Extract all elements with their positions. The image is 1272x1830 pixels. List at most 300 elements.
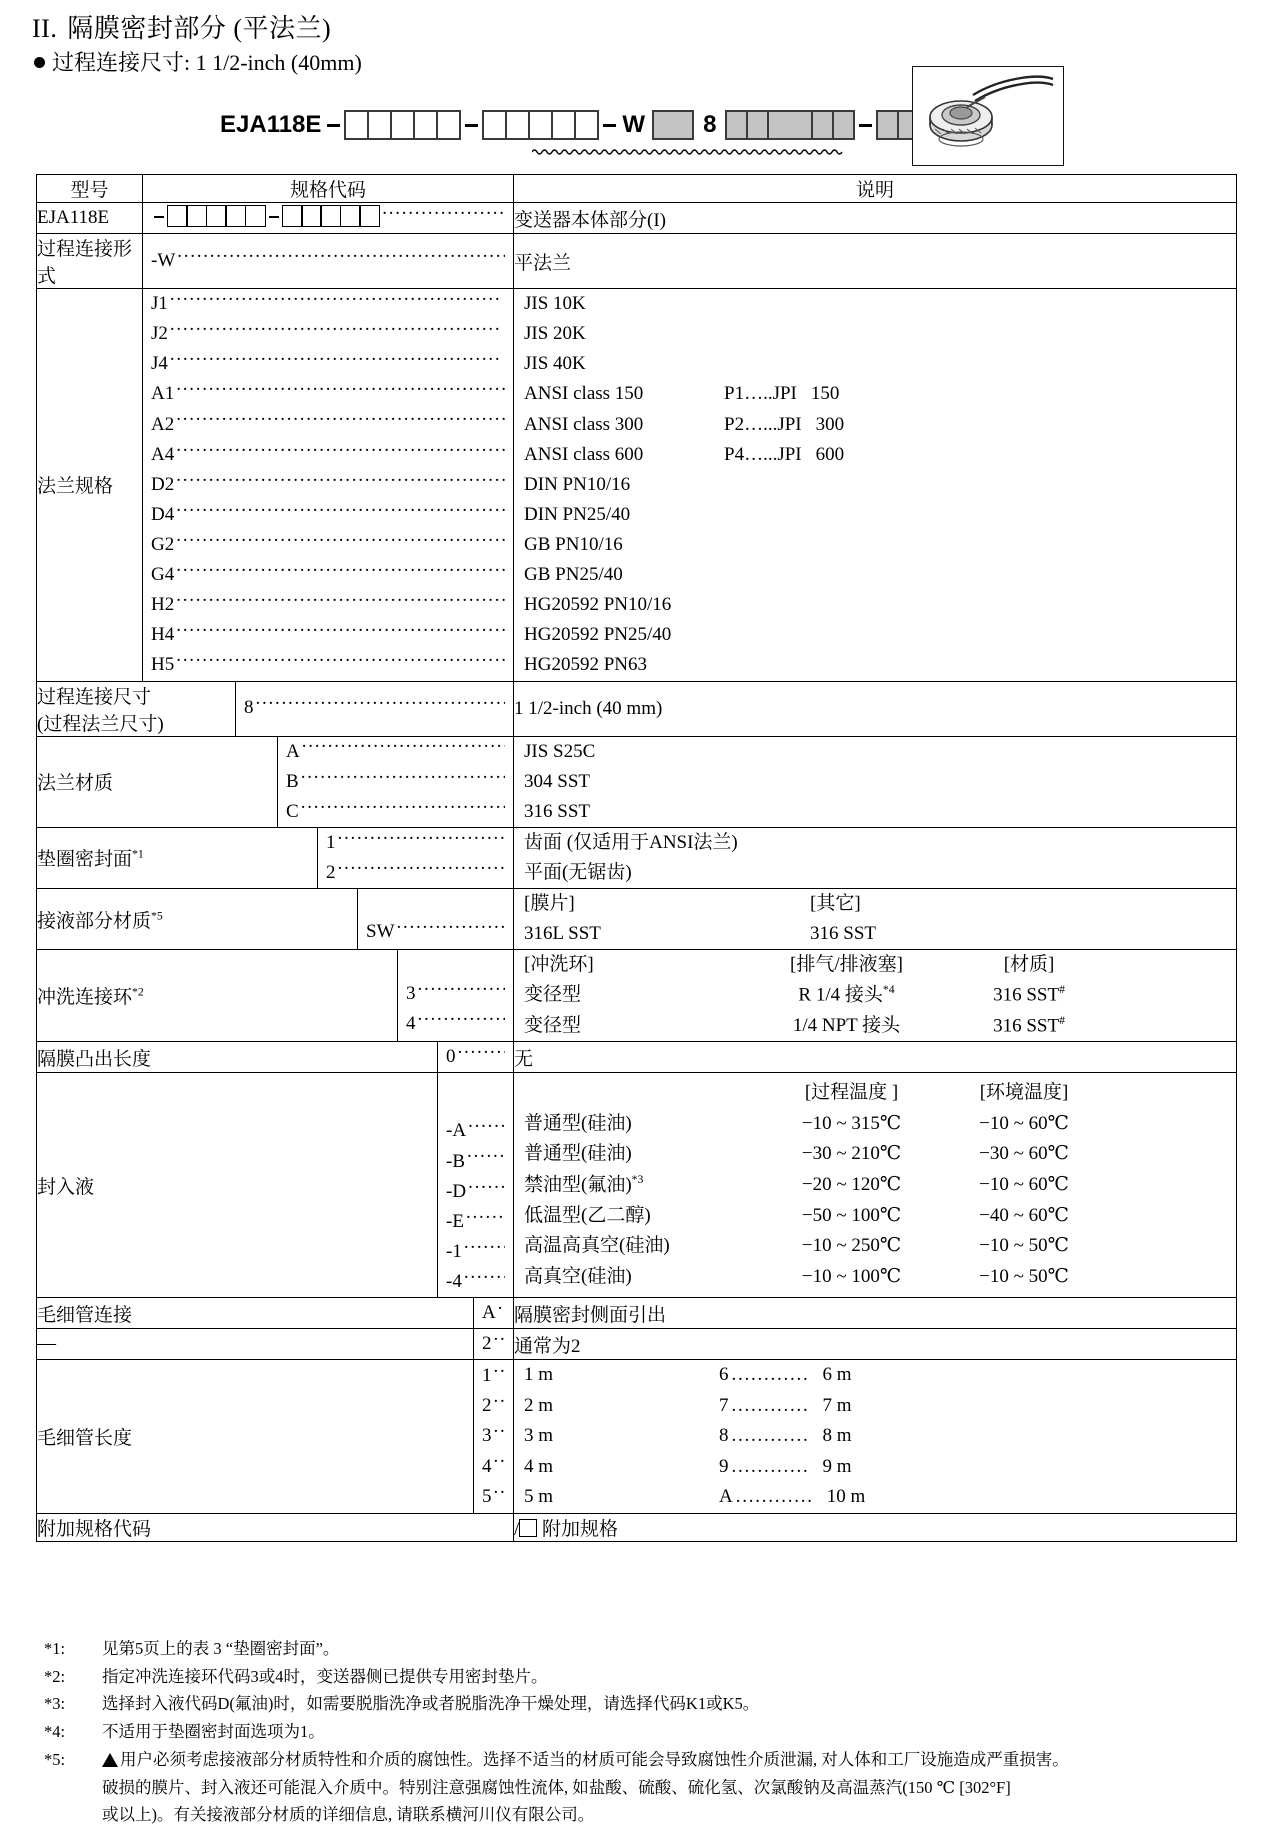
code-value: 3 bbox=[482, 1425, 492, 1447]
header-model: 型号 bbox=[37, 175, 143, 203]
leader-dots: . . . . . . . . . . . . bbox=[735, 1486, 811, 1508]
flush-header-b: [排气/排液塞] bbox=[790, 954, 903, 976]
row-label-connection-size bbox=[37, 681, 236, 736]
leader-dots bbox=[494, 1362, 506, 1381]
row-label-capillary-length: 毛细管长度 bbox=[37, 1360, 474, 1514]
footnote bbox=[44, 1775, 1234, 1802]
code-value: J2 bbox=[151, 323, 168, 345]
fill-ambient-temp: −10 ~ 50℃ bbox=[979, 1235, 1069, 1257]
row-desc-capillary-connection: 隔膜密封侧面引出 bbox=[514, 1298, 1237, 1329]
table-row-capillary-connection bbox=[37, 1298, 1237, 1329]
table-row-fill-fluid bbox=[37, 1073, 1237, 1298]
caplen-code2: 8 bbox=[719, 1425, 729, 1447]
wetted-material-note: *5 bbox=[151, 909, 163, 923]
row-label-diaphragm-extension: 隔膜凸出长度 bbox=[37, 1042, 438, 1073]
caplen-desc2: 10 m bbox=[826, 1486, 866, 1508]
footnotes bbox=[44, 1636, 1234, 1830]
leader-dots: . . . . . . . . . . . . bbox=[731, 1455, 807, 1477]
fill-desc bbox=[524, 1171, 759, 1200]
model-code-size-digit: 8 bbox=[703, 111, 717, 138]
code-value: 3 bbox=[406, 983, 416, 1005]
footnote-text: 指定冲洗连接环代码3或4时，变送器侧已提供专用密封垫片。 bbox=[102, 1666, 548, 1686]
leader-dots bbox=[176, 561, 505, 580]
code-box bbox=[167, 205, 188, 227]
footnote-key bbox=[44, 1775, 102, 1802]
leader-dots bbox=[176, 471, 505, 490]
table-row-process-connection-type bbox=[37, 234, 1237, 289]
code-box-filled bbox=[811, 110, 834, 140]
footnote-key: *5: bbox=[44, 1749, 66, 1769]
optional-prefix: / bbox=[514, 1518, 520, 1540]
code-box bbox=[390, 110, 415, 140]
code-box bbox=[225, 205, 246, 227]
leader-dots bbox=[467, 1148, 505, 1167]
row-desc-wetted-material bbox=[514, 889, 1237, 950]
footnote bbox=[44, 1802, 1234, 1829]
fill-process-temp: −50 ~ 100℃ bbox=[801, 1204, 902, 1226]
leader-dots bbox=[338, 829, 506, 848]
dash-separator-icon bbox=[465, 124, 478, 127]
code-value: D4 bbox=[151, 503, 175, 525]
row-label-dash: — bbox=[37, 1329, 474, 1360]
dash-separator-icon bbox=[603, 124, 616, 127]
code-value: B bbox=[286, 770, 299, 792]
code-box bbox=[413, 110, 438, 140]
footnote bbox=[44, 1664, 1234, 1691]
row-code-fill-fluid bbox=[438, 1073, 514, 1298]
leader-dots bbox=[468, 1178, 505, 1197]
code-group-2 bbox=[482, 110, 599, 140]
fill-header-ambient: [环境温度] bbox=[979, 1082, 1069, 1104]
dash-icon bbox=[269, 216, 279, 218]
footnote-key: *3: bbox=[44, 1694, 66, 1714]
fill-ambient-temp: −30 ~ 60℃ bbox=[979, 1143, 1069, 1165]
wetted-material-label: 接液部分材质 bbox=[37, 910, 152, 932]
connection-size-line1: 过程连接尺寸 bbox=[37, 686, 152, 708]
table-row-model bbox=[37, 203, 1237, 234]
leader-dots bbox=[176, 651, 505, 670]
optional-suffix: 附加规格 bbox=[542, 1518, 619, 1540]
footnote bbox=[44, 1719, 1234, 1746]
material-desc: 304 SST bbox=[524, 770, 591, 792]
row-desc-fill-fluid bbox=[514, 1073, 1237, 1298]
code-group-3 bbox=[725, 110, 855, 140]
row-desc-gasket-face bbox=[514, 827, 1237, 888]
leader-dots bbox=[176, 621, 505, 640]
leader-dots bbox=[176, 441, 505, 460]
leader-dots bbox=[176, 411, 505, 430]
fill-header-process: [过程温度 ] bbox=[804, 1082, 899, 1104]
code-value: -W bbox=[151, 250, 176, 272]
code-box bbox=[344, 110, 369, 140]
code-box bbox=[245, 205, 266, 227]
code-box bbox=[519, 1519, 537, 1537]
specification-table bbox=[36, 174, 1237, 1542]
flange-alt-value: 150 bbox=[810, 383, 840, 405]
code-value: G4 bbox=[151, 564, 175, 586]
row-code-flush-ring bbox=[398, 950, 514, 1042]
leader-dots bbox=[464, 1268, 505, 1287]
code-box bbox=[367, 110, 392, 140]
wetted-desc-b: 316 SST bbox=[810, 923, 877, 945]
row-code-model bbox=[143, 203, 514, 234]
code-value: SW bbox=[366, 920, 395, 942]
code-value: 2 bbox=[482, 1333, 492, 1355]
flange-desc: HG20592 PN10/16 bbox=[524, 594, 672, 616]
fill-ambient-temp: −10 ~ 60℃ bbox=[979, 1173, 1069, 1195]
flange-desc: HG20592 PN63 bbox=[524, 654, 647, 676]
fill-ambient-temp: −10 ~ 50℃ bbox=[979, 1265, 1069, 1287]
leader-dots: . . . . . . . . . . . . bbox=[731, 1425, 807, 1447]
code-box bbox=[574, 110, 599, 140]
code-value: H2 bbox=[151, 594, 175, 616]
flush-value-b bbox=[739, 981, 954, 1009]
code-group-1 bbox=[344, 110, 461, 140]
caplen-desc: 5 m bbox=[524, 1486, 554, 1508]
code-value: -4 bbox=[446, 1270, 462, 1292]
caplen-code2: 7 bbox=[719, 1394, 729, 1416]
code-value: G2 bbox=[151, 533, 175, 555]
fill-desc: 普通型(硅油) bbox=[524, 1112, 632, 1134]
code-box bbox=[320, 205, 341, 227]
flange-desc: DIN PN25/40 bbox=[524, 503, 631, 525]
flush-value-c bbox=[954, 981, 1104, 1009]
footnote-text: 不适用于垫圈密封面选项为1。 bbox=[102, 1722, 325, 1742]
leader-dots bbox=[170, 320, 505, 339]
row-desc-flange-rating bbox=[514, 289, 1237, 681]
row-code-capillary-length bbox=[474, 1360, 514, 1514]
code-box bbox=[340, 205, 361, 227]
leader-dots bbox=[494, 1483, 506, 1502]
fill-process-temp: −20 ~ 120℃ bbox=[801, 1173, 902, 1195]
table-row-wetted-material bbox=[37, 889, 1237, 950]
material-desc: 316 SST bbox=[524, 800, 591, 822]
warning-triangle-icon bbox=[102, 1753, 118, 1767]
table-row-flush-ring bbox=[37, 950, 1237, 1042]
footnote-text: 选择封入液代码D(氟油)时，如需要脱脂洗净或者脱脂洗净干燥处理，请选择代码K1或K5。 bbox=[102, 1694, 760, 1714]
row-label-flange-material: 法兰材质 bbox=[37, 736, 278, 827]
code-box-filled bbox=[832, 110, 855, 140]
flange-alt-value: 600 bbox=[815, 443, 845, 465]
code-box bbox=[359, 205, 380, 227]
leader-dots bbox=[466, 1208, 505, 1227]
wetted-header-b: [其它] bbox=[810, 893, 861, 915]
product-photo bbox=[912, 66, 1064, 166]
leader-dots bbox=[256, 694, 506, 713]
flange-alt-value: 300 bbox=[815, 413, 845, 435]
leader-dots bbox=[382, 204, 505, 223]
row-code-connection-size bbox=[236, 681, 514, 736]
model-code-diagram bbox=[218, 110, 962, 140]
code-value: 5 bbox=[482, 1485, 492, 1507]
section-title: 隔膜密封部分 (平法兰) bbox=[67, 14, 332, 43]
flush-value-c-text: 316 SST bbox=[993, 984, 1060, 1006]
code-box-filled bbox=[767, 110, 813, 140]
code-value: 1 bbox=[326, 831, 336, 853]
flange-desc: JIS 40K bbox=[524, 353, 586, 375]
row-code-capillary-connection bbox=[474, 1298, 514, 1329]
leader-dots bbox=[301, 768, 505, 787]
code-value: A bbox=[482, 1302, 496, 1324]
leader-dots bbox=[494, 1330, 506, 1349]
flush-value-b-text: R 1/4 接头 bbox=[798, 984, 883, 1006]
flange-alt: P2…...JPI bbox=[724, 413, 802, 435]
code-box bbox=[551, 110, 576, 140]
table-row-diaphragm-extension bbox=[37, 1042, 1237, 1073]
flush-value-a: 变径型 bbox=[524, 984, 582, 1006]
footnote-text: 或以上)。有关接液部分材质的详细信息, 请联系横河川仪有限公司。 bbox=[102, 1805, 595, 1825]
footnote-key bbox=[44, 1802, 102, 1829]
code-box bbox=[186, 205, 207, 227]
connection-size-line2: (过程法兰尺寸) bbox=[37, 713, 164, 735]
flange-alt: P4…...JPI bbox=[724, 443, 802, 465]
leader-dots bbox=[494, 1422, 506, 1441]
code-value: H4 bbox=[151, 624, 175, 646]
row-desc-optional-code bbox=[514, 1513, 1237, 1541]
code-value: 2 bbox=[482, 1395, 492, 1417]
model-code-prefix: EJA118E bbox=[220, 111, 322, 138]
code-value: H5 bbox=[151, 654, 175, 676]
row-label-capillary-connection: 毛细管连接 bbox=[37, 1298, 474, 1329]
caplen-desc: 4 m bbox=[524, 1455, 554, 1477]
code-box-filled bbox=[876, 110, 899, 140]
flange-desc: HG20592 PN25/40 bbox=[524, 624, 672, 646]
row-desc-connection-type: 平法兰 bbox=[514, 234, 1237, 289]
bullet-text: 过程连接尺寸: 1 1/2-inch (40mm) bbox=[52, 50, 362, 75]
flush-value-b: 1/4 NPT 接头 bbox=[792, 1014, 901, 1036]
footnote bbox=[44, 1747, 1234, 1774]
gasket-desc: 平面(无锯齿) bbox=[524, 861, 632, 883]
table-row-dash bbox=[37, 1329, 1237, 1360]
dash-separator-icon bbox=[327, 124, 340, 127]
flush-ring-note: *2 bbox=[132, 985, 144, 999]
row-code-gasket-face bbox=[318, 827, 514, 888]
code-value: -D bbox=[446, 1180, 467, 1202]
footnote-text: 破损的膜片、封入液还可能混入介质中。特别注意强腐蚀性流体, 如盐酸、硫酸、硫化氢、次氯酸钠及高温蒸汽(150 ℃ [302°F] bbox=[102, 1777, 1011, 1797]
table-row-capillary-length bbox=[37, 1360, 1237, 1514]
wavy-underline-icon bbox=[532, 147, 844, 155]
table-row-flange-rating bbox=[37, 289, 1237, 681]
leader-dots bbox=[302, 738, 505, 757]
row-code-wetted-material bbox=[358, 889, 514, 950]
code-box bbox=[206, 205, 227, 227]
caplen-desc: 1 m bbox=[524, 1364, 554, 1386]
flange-desc: GB PN10/16 bbox=[524, 533, 623, 555]
row-label-flange-rating: 法兰规格 bbox=[37, 289, 143, 681]
leader-dots bbox=[170, 290, 505, 309]
fill-desc: 高温高真空(硅油) bbox=[524, 1235, 670, 1257]
row-code-diaphragm-extension bbox=[438, 1042, 514, 1073]
flush-value-a: 变径型 bbox=[524, 1014, 582, 1036]
code-value: A4 bbox=[151, 443, 175, 465]
code-value: -A bbox=[446, 1120, 467, 1142]
flush-header-c: [材质] bbox=[1003, 954, 1055, 976]
fill-process-temp: −10 ~ 100℃ bbox=[801, 1265, 902, 1287]
row-code-dash bbox=[474, 1329, 514, 1360]
leader-dots bbox=[468, 1117, 505, 1136]
gasket-desc: 齿面 (仅适用于ANSI法兰) bbox=[524, 831, 738, 853]
wetted-desc-a: 316L SST bbox=[524, 923, 601, 945]
table-row-process-connection-size bbox=[37, 681, 1237, 736]
caplen-desc: 2 m bbox=[524, 1394, 554, 1416]
flush-value-c-text: 316 SST bbox=[993, 1015, 1060, 1037]
footnote-text: 见第5页上的表 3 “垫圈密封面”。 bbox=[102, 1639, 340, 1658]
row-label-flush-ring bbox=[37, 950, 398, 1042]
table-row-flange-material bbox=[37, 736, 1237, 827]
row-code-flange-material bbox=[278, 736, 514, 827]
flange-desc: ANSI class 300 bbox=[524, 413, 644, 435]
fill-ambient-temp: −10 ~ 60℃ bbox=[979, 1112, 1069, 1134]
row-label-optional-code: 附加规格代码 bbox=[37, 1513, 514, 1541]
flush-header-a: [冲洗环] bbox=[524, 954, 594, 976]
row-desc-flange-material bbox=[514, 736, 1237, 827]
row-desc-capillary-length bbox=[514, 1360, 1237, 1514]
code-value: -B bbox=[446, 1150, 465, 1172]
dash-icon bbox=[154, 216, 164, 218]
material-desc: JIS S25C bbox=[524, 740, 596, 762]
caplen-code2: 9 bbox=[719, 1455, 729, 1477]
code-value: 4 bbox=[482, 1455, 492, 1477]
leader-dots bbox=[458, 1043, 506, 1062]
leader-dots bbox=[464, 1238, 505, 1257]
code-value: J4 bbox=[151, 353, 168, 375]
leader-dots bbox=[418, 980, 506, 999]
row-label-fill-fluid: 封入液 bbox=[37, 1073, 438, 1298]
code-box bbox=[282, 205, 303, 227]
footnote-text: 用户必须考虑接液部分材质特性和介质的腐蚀性。选择不适当的材质可能会导致腐蚀性介质泄漏, 对人体和工厂设施造成严重损害。 bbox=[120, 1749, 1069, 1769]
header-code: 规格代码 bbox=[143, 175, 514, 203]
code-box bbox=[436, 110, 461, 140]
flush-value-c-note: # bbox=[1059, 1013, 1065, 1027]
leader-dots bbox=[176, 380, 505, 399]
fill-process-temp: −30 ~ 210℃ bbox=[801, 1143, 902, 1165]
caplen-code2: 6 bbox=[719, 1364, 729, 1386]
flush-value-b-note: *4 bbox=[882, 983, 895, 997]
model-code-boxes bbox=[151, 204, 380, 232]
caplen-desc2: 7 m bbox=[822, 1394, 852, 1416]
process-connection-bullet bbox=[34, 46, 362, 77]
leader-dots bbox=[397, 918, 506, 937]
code-value: A2 bbox=[151, 413, 175, 435]
code-value: J1 bbox=[151, 293, 168, 315]
code-value: 8 bbox=[244, 697, 254, 719]
row-desc-model: 变送器本体部分(I) bbox=[514, 203, 1237, 234]
caplen-desc: 3 m bbox=[524, 1425, 554, 1447]
code-value: 0 bbox=[446, 1046, 456, 1068]
leader-dots bbox=[176, 531, 505, 550]
flange-desc: ANSI class 600 bbox=[524, 443, 644, 465]
row-desc-diaphragm-extension: 无 bbox=[514, 1042, 1237, 1073]
fill-desc: 低温型(乙二醇) bbox=[524, 1204, 651, 1226]
dash-separator-icon bbox=[859, 124, 872, 127]
leader-dots: . . . . . . . . . . . . bbox=[731, 1364, 807, 1386]
table-row-optional-code bbox=[37, 1513, 1237, 1541]
flange-alt: P1…..JPI bbox=[724, 383, 797, 405]
caplen-code2: A bbox=[719, 1486, 733, 1508]
gasket-face-label: 垫圈密封面 bbox=[37, 849, 133, 871]
flange-desc: JIS 20K bbox=[524, 323, 586, 345]
leader-dots bbox=[176, 591, 505, 610]
diaphragm-seal-illustration-icon bbox=[913, 67, 1061, 163]
code-box bbox=[505, 110, 530, 140]
flange-desc: ANSI class 150 bbox=[524, 383, 644, 405]
row-label-model: EJA118E bbox=[37, 203, 143, 234]
code-value: 2 bbox=[326, 861, 336, 883]
page-title bbox=[32, 8, 331, 45]
code-box bbox=[482, 110, 507, 140]
leader-dots: . . . . . . . . . . . . bbox=[731, 1394, 807, 1416]
code-box-filled bbox=[652, 110, 694, 140]
flush-value-c bbox=[954, 1012, 1104, 1040]
fill-ambient-temp: −40 ~ 60℃ bbox=[979, 1204, 1069, 1226]
fill-process-temp: −10 ~ 315℃ bbox=[801, 1112, 902, 1134]
flange-desc: JIS 10K bbox=[524, 293, 586, 315]
leader-dots bbox=[301, 798, 505, 817]
flange-desc: DIN PN10/16 bbox=[524, 473, 631, 495]
code-value: 4 bbox=[406, 1013, 416, 1035]
section-numeral: II. bbox=[32, 14, 58, 43]
bullet-icon bbox=[34, 57, 45, 68]
code-value: A1 bbox=[151, 383, 175, 405]
leader-dots bbox=[176, 501, 505, 520]
model-code-w: W bbox=[622, 111, 646, 138]
code-box bbox=[528, 110, 553, 140]
header-description: 说明 bbox=[514, 175, 1237, 203]
fill-process-temp: −10 ~ 250℃ bbox=[801, 1235, 902, 1257]
flush-ring-label: 冲洗连接环 bbox=[37, 987, 133, 1009]
footnote-key: *2: bbox=[44, 1666, 66, 1686]
leader-dots bbox=[494, 1392, 506, 1411]
caplen-desc2: 9 m bbox=[822, 1455, 852, 1477]
leader-dots bbox=[418, 1010, 506, 1029]
wetted-header-a: [膜片] bbox=[524, 893, 575, 915]
row-desc-dash: 通常为2 bbox=[514, 1329, 1237, 1360]
fill-desc-text: 禁油型(氟油) bbox=[524, 1174, 632, 1196]
footnote bbox=[44, 1691, 1234, 1718]
gasket-face-note: *1 bbox=[132, 848, 144, 862]
leader-dots bbox=[338, 859, 506, 878]
code-box-filled bbox=[725, 110, 748, 140]
footnote-key: *4: bbox=[44, 1722, 66, 1742]
footnote bbox=[44, 1636, 1234, 1663]
caplen-desc2: 8 m bbox=[822, 1425, 852, 1447]
code-value: -1 bbox=[446, 1240, 462, 1262]
row-label-gasket-face bbox=[37, 827, 318, 888]
row-label-wetted-material bbox=[37, 889, 358, 950]
row-desc-connection-size: 1 1/2-inch (40 mm) bbox=[514, 681, 1237, 736]
row-code-flange-rating bbox=[143, 289, 514, 681]
code-box bbox=[301, 205, 322, 227]
row-desc-flush-ring bbox=[514, 950, 1237, 1042]
table-header-row bbox=[37, 175, 1237, 203]
flush-value-c-note: # bbox=[1059, 983, 1065, 997]
table-row-gasket-face bbox=[37, 827, 1237, 888]
row-code-connection-type bbox=[143, 234, 514, 289]
code-value: D2 bbox=[151, 473, 175, 495]
leader-dots bbox=[498, 1299, 505, 1318]
leader-dots bbox=[177, 247, 505, 266]
leader-dots bbox=[494, 1453, 506, 1472]
fill-desc: 高真空(硅油) bbox=[524, 1265, 632, 1287]
caplen-desc2: 6 m bbox=[822, 1364, 852, 1386]
code-value: -E bbox=[446, 1210, 464, 1232]
code-value: 1 bbox=[482, 1365, 492, 1387]
code-value: C bbox=[286, 800, 299, 822]
code-box-filled bbox=[746, 110, 769, 140]
fill-desc-note: *3 bbox=[631, 1172, 644, 1186]
code-value: A bbox=[286, 740, 300, 762]
leader-dots bbox=[170, 350, 505, 369]
